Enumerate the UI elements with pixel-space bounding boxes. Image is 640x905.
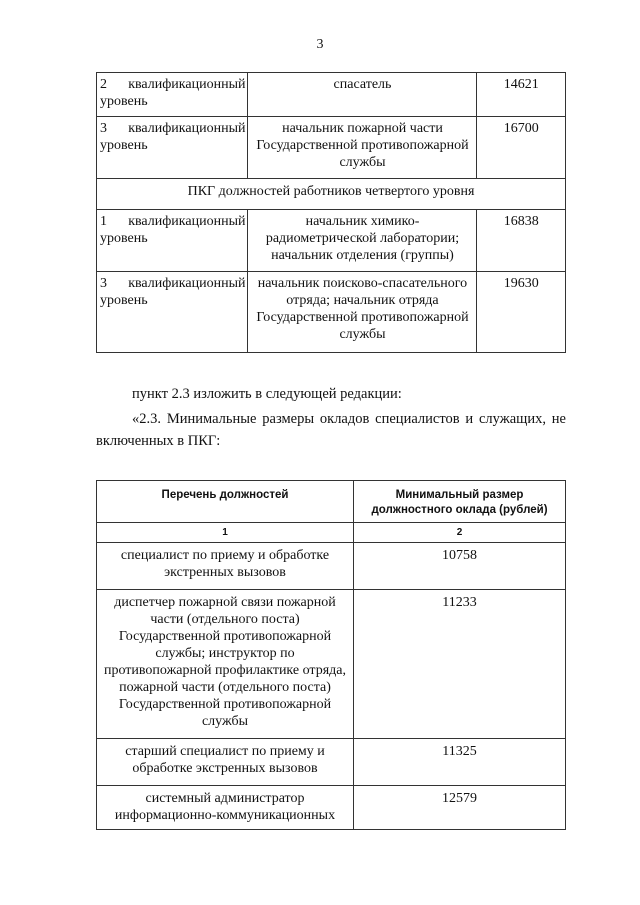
level-label: 3 квалификационный [100, 276, 246, 291]
section-title: ПКГ должностей работников четвертого уровня [97, 179, 566, 210]
level-label-cont: уровень [100, 231, 148, 246]
section-row [97, 179, 566, 210]
level-label: 3 квалификационный [100, 121, 246, 136]
salary-cell: 10758 [354, 543, 566, 590]
column-number-row [97, 523, 566, 543]
column-number: 2 [354, 523, 566, 543]
column-header-salary: Минимальный размер должностного оклада (рублей) [354, 481, 566, 523]
table-row [97, 739, 566, 786]
position-cell: системный администратор информационно-коммуникационных [97, 786, 354, 830]
salary-cell: 16838 [477, 210, 566, 272]
salary-cell: 19630 [477, 272, 566, 353]
salary-cell: 12579 [354, 786, 566, 830]
qualification-level-cell [97, 73, 248, 117]
level-label: 2 квалификационный [100, 77, 246, 92]
table-row [97, 543, 566, 590]
salary-cell: 11325 [354, 739, 566, 786]
table-row [97, 117, 566, 179]
position-cell: специалист по приему и обработке экстренных вызовов [97, 543, 354, 590]
level-label-cont: уровень [100, 94, 148, 109]
salary-cell: 16700 [477, 117, 566, 179]
column-number: 1 [97, 523, 354, 543]
position-cell: начальник поисково-спасательного отряда; начальник отряда Государственной противопожарной службы [248, 272, 477, 353]
qualification-level-cell [97, 210, 248, 272]
table-row [97, 73, 566, 117]
paragraph-heading: «2.3. Минимальные размеры окладов специалистов и служащих, не включенных в ПКГ: [96, 411, 566, 449]
column-header-positions: Перечень должностей [97, 481, 354, 523]
table-row [97, 210, 566, 272]
salary-cell: 14621 [477, 73, 566, 117]
paragraph-intro: пункт 2.3 изложить в следующей редакции: [132, 386, 402, 402]
page-number: 3 [316, 37, 324, 52]
position-cell: начальник химико-радиометрической лаборатории; начальник отделения (группы) [248, 210, 477, 272]
level-label-cont: уровень [100, 138, 148, 153]
table-row [97, 590, 566, 739]
qualification-level-cell [97, 117, 248, 179]
salary-table-pkg [96, 72, 566, 353]
table-row [97, 786, 566, 830]
position-cell: старший специалист по приему и обработке экстренных вызовов [97, 739, 354, 786]
level-label: 1 квалификационный [100, 214, 246, 229]
table-row [97, 272, 566, 353]
salary-cell: 11233 [354, 590, 566, 739]
position-cell: начальник пожарной части Государственной противопожарной службы [248, 117, 477, 179]
position-cell: диспетчер пожарной связи пожарной части (отдельного поста) Государственной противопожарной службы; инструктор по противопожарной профилактике отряда, пожарной части (отдельного поста) Государственной противопожарной службы [97, 590, 354, 739]
level-label-cont: уровень [100, 293, 148, 308]
qualification-level-cell [97, 272, 248, 353]
salary-table-specialists [96, 480, 566, 830]
position-cell: спасатель [248, 73, 477, 117]
header-row [97, 481, 566, 523]
